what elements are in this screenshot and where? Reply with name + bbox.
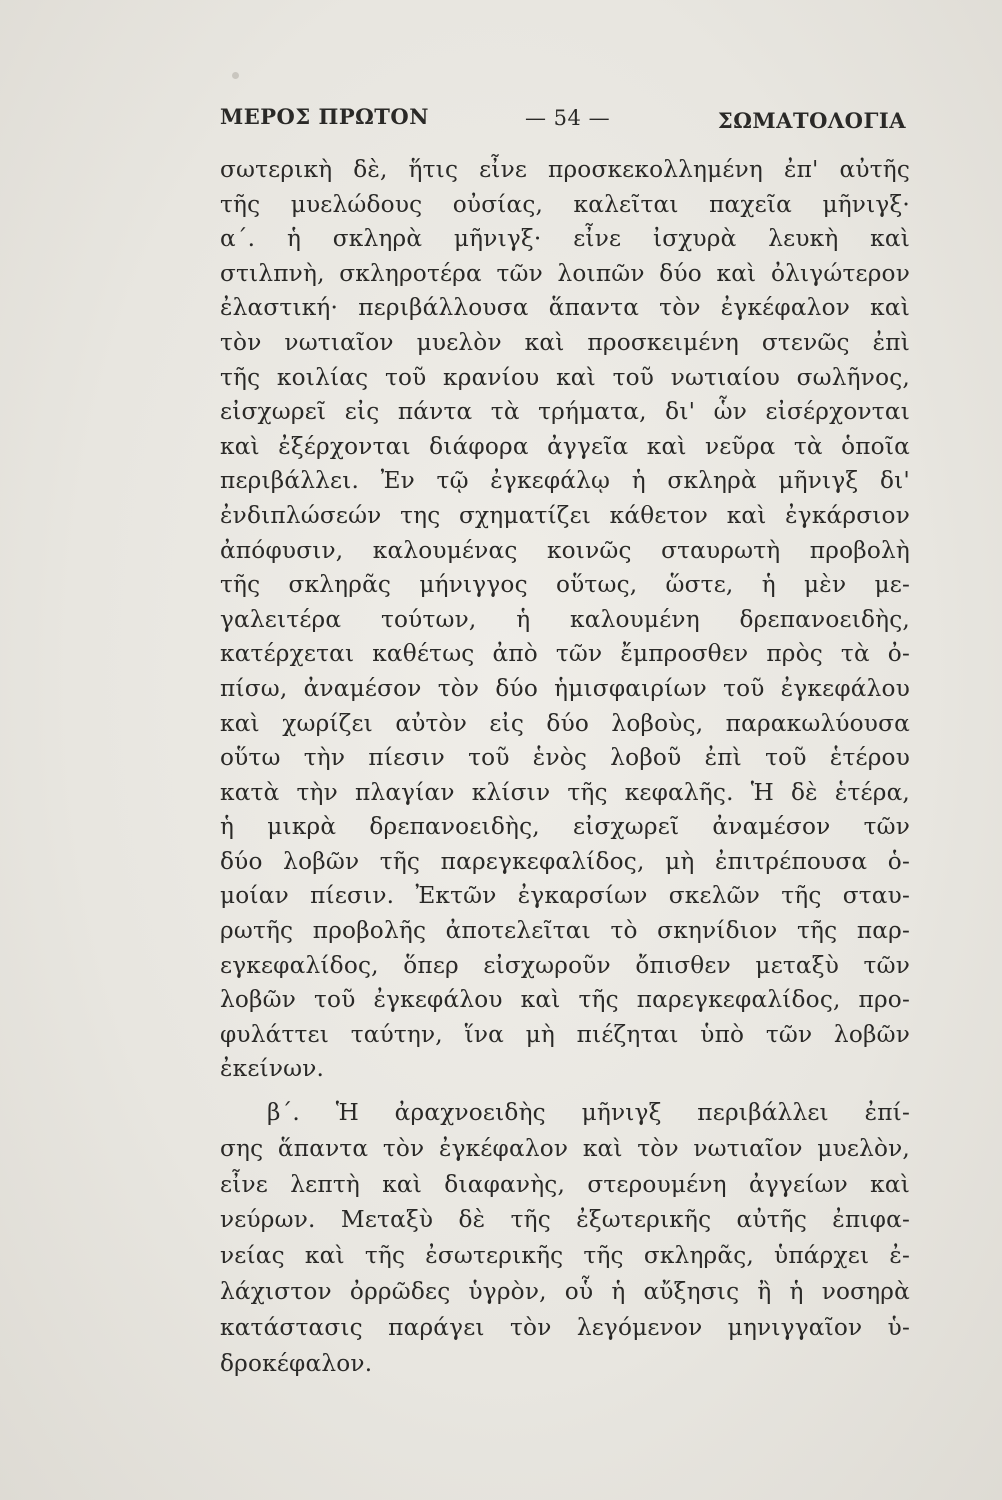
text-line: β΄. Ἡ ἀραχνοειδὴς μῆνιγξ περιβάλλει ἐπί- [267,1099,910,1127]
text-line: εγκεφαλίδος, ὅπερ εἰσχωροῦν ὄπισθεν μεταξὺ τῶν [220,951,910,979]
text-line: ἐκείνων. [220,1055,325,1083]
section-title: ΜΕΡΟΣ ΠΡΩΤΟΝ [220,104,429,129]
text-line: μοίαν πίεσιν. Ἐκτῶν ἐγκαρσίων σκελῶν τῆς σταυ- [220,882,910,910]
text-line: κατέρχεται καθέτως ἀπὸ τῶν ἔμπροσθεν πρὸς τὰ ὀ- [220,640,910,668]
text-line: ἀπόφυσιν, καλουμένας κοινῶς σταυρωτὴ προβολὴ [220,536,910,564]
chapter-title: ΣΩΜΑΤΟΛΟΓΙΑ [717,108,906,133]
text-line: περιβάλλει. Ἐν τῷ ἐγκεφάλῳ ἡ σκληρὰ μῆνιγξ δι' [220,467,910,495]
text-line: καὶ χωρίζει αὐτὸν εἰς δύο λοβοὺς, παρακωλύουσα [220,709,910,737]
text-line: νείας καὶ τῆς ἐσωτερικῆς τῆς σκληρᾶς, ὑπάρχει ἐ- [220,1242,910,1270]
text-line: ἐλαστική· περιβάλλουσα ἅπαντα τὸν ἐγκέφαλον καὶ [220,294,910,322]
text-line: λοβῶν τοῦ ἐγκεφάλου καὶ τῆς παρεγκεφαλίδος, προ- [220,986,910,1014]
text-line: νεύρων. Μεταξὺ δὲ τῆς ἐξωτερικῆς αὐτῆς ἐπιφα- [220,1206,910,1234]
text-line: σης ἅπαντα τὸν ἐγκέφαλον καὶ τὸν νωτιαῖον μυελὸν, [220,1134,910,1162]
text-line: οὕτω τὴν πίεσιν τοῦ ἑνὸς λοβοῦ ἐπὶ τοῦ ἑτέρου [220,744,910,772]
text-line: τῆς σκληρᾶς μήνιγγος οὕτως, ὥστε, ἡ μὲν με- [220,571,910,599]
text-line: τῆς μυελώδους οὐσίας, καλεῖται παχεῖα μῆνιγξ· [220,190,910,218]
paper-speck [232,72,239,79]
text-line: τὸν νωτιαῖον μυελὸν καὶ προσκειμένη στενῶς ἐπὶ [220,328,910,356]
text-line: ἡ μικρὰ δρεπανοειδὴς, εἰσχωρεῖ ἀναμέσον τῶν [220,813,910,841]
text-line: λάχιστον ὀρρῶδες ὑγρὸν, οὗ ἡ αὔξησις ἢ ἡ νοσηρὰ [220,1278,910,1306]
text-line: πίσω, ἀναμέσον τὸν δύο ἡμισφαιρίων τοῦ ἐγκεφάλου [220,674,910,702]
text-line: κατάστασις παράγει τὸν λεγόμενον μηνιγγαῖον ὑ- [220,1313,910,1341]
text-line: φυλάττει ταύτην, ἵνα μὴ πιέζηται ὑπὸ τῶν λοβῶν [220,1020,910,1048]
text-line: κατὰ τὴν πλαγίαν κλίσιν τῆς κεφαλῆς. Ἡ δὲ ἑτέρα, [220,778,910,806]
text-line: στιλπνὴ, σκληροτέρα τῶν λοιπῶν δύο καὶ ὀλιγώτερον [220,259,910,287]
text-line: δύο λοβῶν τῆς παρεγκεφαλίδος, μὴ ἐπιτρέπουσα ὁ- [220,847,910,875]
text-line: γαλειτέρα τούτων, ἡ καλουμένη δρεπανοειδὴς, [220,605,910,633]
body-text [220,153,910,1381]
text-line: τῆς κοιλίας τοῦ κρανίου καὶ τοῦ νωτιαίου σωλῆνος, [220,363,910,391]
text-line: σωτερικὴ δὲ, ἥτις εἶνε προσκεκολλημένη ἐπ' αὐτῆς [220,156,910,183]
running-head [220,96,906,136]
text-line: ρωτῆς προβολῆς ἀποτελεῖται τὸ σκηνίδιον τῆς παρ- [220,917,910,945]
paragraph-2 [220,1095,910,1381]
text-line: εἰσχωρεῖ εἰς πάντα τὰ τρήματα, δι' ὧν εἰσέρχονται [220,398,910,426]
text-line: ἐνδιπλώσεών της σχηματίζει κάθετον καὶ ἐγκάρσιον [220,501,910,529]
text-line: εἶνε λεπτὴ καὶ διαφανὴς, στερουμένη ἀγγείων καὶ [220,1170,910,1198]
text-line: καὶ ἐξέρχονται διάφορα ἀγγεῖα καὶ νεῦρα τὰ ὁποῖα [220,432,910,460]
paragraph-1 [220,153,910,1087]
page-number: — 54 — [525,106,611,130]
text-line: α΄. ἡ σκληρὰ μῆνιγξ· εἶνε ἰσχυρὰ λευκὴ καὶ [220,225,910,253]
text-line: δροκέφαλον. [220,1349,373,1377]
